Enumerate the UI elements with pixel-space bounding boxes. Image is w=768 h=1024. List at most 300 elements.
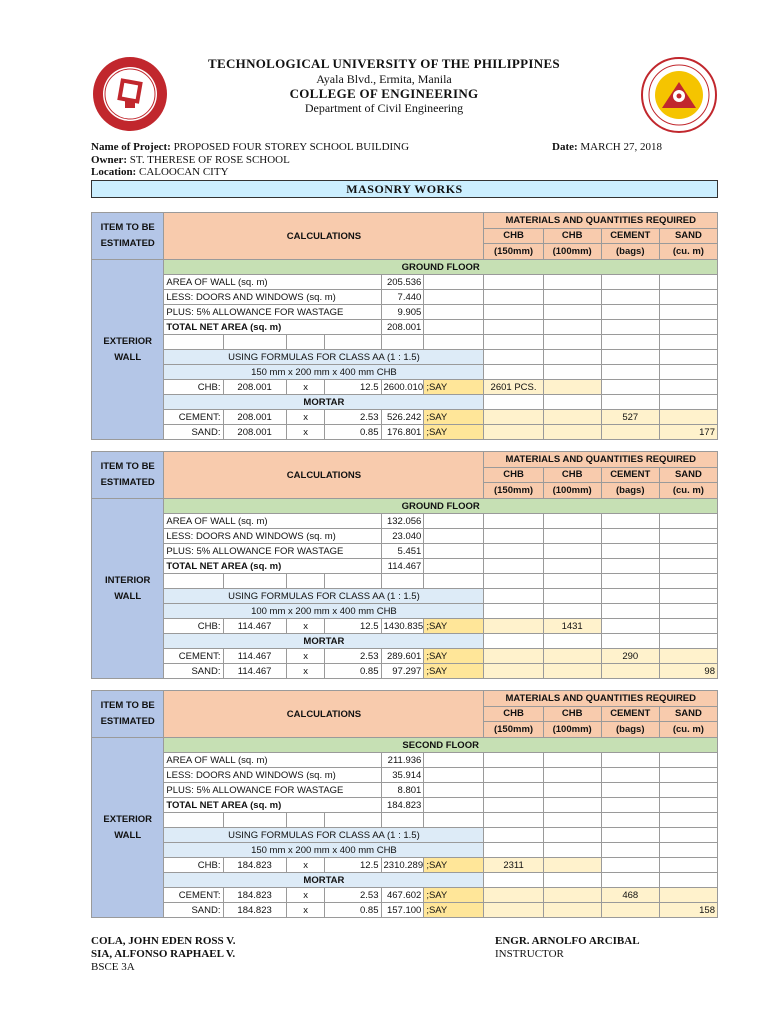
- chb150-unit: (150mm): [484, 244, 543, 260]
- empty-cell: [484, 514, 543, 529]
- empty-cell: [659, 798, 717, 813]
- item-header-line2: ESTIMATED: [100, 477, 155, 488]
- location-row: [91, 166, 229, 179]
- row-value: 23.040: [381, 529, 424, 544]
- empty-cell: [543, 290, 601, 305]
- university-address: Ayala Blvd., Ermita, Manila: [316, 72, 452, 86]
- chb150-qty: 2601 PCS.: [484, 380, 543, 395]
- empty-cell: [424, 574, 484, 589]
- cement-header: CEMENT: [601, 228, 659, 244]
- row-label: LESS: DOORS AND WINDOWS (sq. m): [164, 768, 381, 783]
- times-sign: x: [286, 380, 325, 395]
- row-label: AREA OF WALL (sq. m): [164, 514, 381, 529]
- empty-cell: [484, 335, 543, 350]
- empty-cell: [543, 768, 601, 783]
- empty-cell: [601, 529, 659, 544]
- empty-cell: [424, 514, 484, 529]
- instructor-name: ENGR. ARNOLFO ARCIBAL: [495, 935, 640, 947]
- item-header-line2: ESTIMATED: [100, 238, 155, 249]
- say-label: ;SAY: [424, 619, 484, 634]
- item-header: [92, 452, 164, 499]
- empty-cell: [601, 903, 659, 918]
- date-row: [552, 141, 662, 154]
- empty-cell: [286, 574, 325, 589]
- chb100-header: CHB: [543, 467, 601, 483]
- chb100-qty: [543, 380, 601, 395]
- item-header: [92, 691, 164, 738]
- row-value: 132.056: [381, 514, 424, 529]
- empty-cell: [484, 634, 543, 649]
- project-name-label: Name of Project:: [91, 141, 171, 153]
- empty-cell: [484, 589, 543, 604]
- sand-unit: (cu. m): [659, 244, 717, 260]
- empty-cell: [659, 888, 717, 903]
- floor-label: SECOND FLOOR: [164, 738, 718, 753]
- times-sign: x: [286, 888, 325, 903]
- student-1: COLA, JOHN EDEN ROSS V.: [91, 935, 236, 947]
- table-row: [92, 783, 718, 798]
- empty-cell: [543, 529, 601, 544]
- empty-cell: [543, 783, 601, 798]
- sand-header: SAND: [659, 706, 717, 722]
- table-row: [92, 858, 718, 873]
- sand-factor: 0.85: [325, 425, 381, 440]
- project-name-row: [91, 141, 409, 154]
- empty-cell: [543, 395, 601, 410]
- block-row: [92, 365, 718, 380]
- empty-cell: [543, 903, 601, 918]
- item-header: [92, 213, 164, 260]
- college-name: COLLEGE OF ENGINEERING: [289, 86, 479, 101]
- empty-cell: [484, 410, 543, 425]
- calculations-header: CALCULATIONS: [164, 213, 484, 260]
- times-sign: x: [286, 425, 325, 440]
- empty-cell: [543, 888, 601, 903]
- checked-by: [495, 935, 640, 961]
- chb-factor: 12.5: [325, 380, 381, 395]
- empty-cell: [659, 828, 717, 843]
- say-label: ;SAY: [424, 858, 484, 873]
- empty-cell: [543, 664, 601, 679]
- owner-label: Owner:: [91, 154, 128, 166]
- row-value: 5.451: [381, 544, 424, 559]
- empty-cell: [325, 813, 381, 828]
- prepared-by: [91, 935, 235, 974]
- sand-factor: 0.85: [325, 664, 381, 679]
- mortar-row: [92, 395, 718, 410]
- sand-result: 157.100: [381, 903, 424, 918]
- block-size: 100 mm x 200 mm x 400 mm CHB: [164, 604, 484, 619]
- empty-cell: [601, 768, 659, 783]
- empty-cell: [223, 574, 286, 589]
- times-sign: x: [286, 649, 325, 664]
- sand-unit: (cu. m): [659, 722, 717, 738]
- cement-qty: 468: [601, 888, 659, 903]
- chb-label: CHB:: [164, 380, 223, 395]
- table-row: [92, 425, 718, 440]
- empty-cell: [601, 753, 659, 768]
- times-sign: x: [286, 619, 325, 634]
- sand-header: SAND: [659, 467, 717, 483]
- empty-cell: [543, 335, 601, 350]
- empty-cell: [659, 544, 717, 559]
- empty-cell: [543, 425, 601, 440]
- table-row: [92, 544, 718, 559]
- empty-cell: [601, 858, 659, 873]
- row-label: TOTAL NET AREA (sq. m): [164, 798, 381, 813]
- cement-label: CEMENT:: [164, 888, 223, 903]
- table-header-row: [92, 452, 718, 468]
- times-sign: x: [286, 858, 325, 873]
- empty-cell: [484, 275, 543, 290]
- calculations-header: CALCULATIONS: [164, 452, 484, 499]
- table-row: [92, 888, 718, 903]
- empty-cell: [381, 335, 424, 350]
- empty-cell: [659, 559, 717, 574]
- empty-cell: [659, 753, 717, 768]
- table-row: [92, 529, 718, 544]
- chb-factor: 12.5: [325, 619, 381, 634]
- empty-cell: [424, 768, 484, 783]
- sand-qty: 158: [659, 903, 717, 918]
- sand-result: 97.297: [381, 664, 424, 679]
- item-label-line2: WALL: [114, 829, 142, 841]
- empty-cell: [543, 828, 601, 843]
- estimate-table: [91, 690, 718, 918]
- cement-result: 289.601: [381, 649, 424, 664]
- empty-cell: [659, 395, 717, 410]
- row-label: PLUS: 5% ALLOWANCE FOR WASTAGE: [164, 305, 381, 320]
- formula-row: [92, 589, 718, 604]
- empty-cell: [601, 425, 659, 440]
- empty-cell: [484, 544, 543, 559]
- row-value: 9.905: [381, 305, 424, 320]
- chb100-header: CHB: [543, 228, 601, 244]
- sand-header: SAND: [659, 228, 717, 244]
- empty-cell: [424, 305, 484, 320]
- empty-cell: [659, 604, 717, 619]
- sand-area: 208.001: [223, 425, 286, 440]
- say-label: ;SAY: [424, 380, 484, 395]
- mortar-label: MORTAR: [164, 873, 484, 888]
- empty-cell: [424, 529, 484, 544]
- chb100-unit: (100mm): [543, 244, 601, 260]
- cement-header: CEMENT: [601, 467, 659, 483]
- empty-cell: [543, 559, 601, 574]
- empty-cell: [484, 365, 543, 380]
- materials-header: MATERIALS AND QUANTITIES REQUIRED: [484, 213, 718, 229]
- empty-cell: [424, 798, 484, 813]
- row-value: 114.467: [381, 559, 424, 574]
- table-header-row: [92, 691, 718, 707]
- empty-cell: [543, 843, 601, 858]
- chb-label: CHB:: [164, 619, 223, 634]
- empty-cell: [659, 305, 717, 320]
- chb100-unit: (100mm): [543, 722, 601, 738]
- empty-cell: [601, 335, 659, 350]
- empty-cell: [543, 753, 601, 768]
- empty-cell: [659, 634, 717, 649]
- empty-cell: [543, 275, 601, 290]
- table-row: [92, 798, 718, 813]
- empty-cell: [543, 365, 601, 380]
- empty-cell: [484, 320, 543, 335]
- formula-row: [92, 350, 718, 365]
- empty-cell: [484, 828, 543, 843]
- table-row: [92, 619, 718, 634]
- empty-cell: [659, 365, 717, 380]
- item-header-line1: ITEM TO BE: [100, 461, 155, 472]
- empty-cell: [543, 813, 601, 828]
- sand-area: 184.823: [223, 903, 286, 918]
- table-row: [92, 380, 718, 395]
- row-label: LESS: DOORS AND WINDOWS (sq. m): [164, 529, 381, 544]
- sheet-title: MASONRY WORKS: [91, 180, 718, 198]
- chb-area: 184.823: [223, 858, 286, 873]
- cement-area: 184.823: [223, 888, 286, 903]
- empty-cell: [424, 813, 484, 828]
- mortar-row: [92, 634, 718, 649]
- empty-cell: [543, 873, 601, 888]
- empty-cell: [601, 798, 659, 813]
- empty-cell: [543, 649, 601, 664]
- date-value: MARCH 27, 2018: [580, 141, 662, 153]
- empty-cell: [659, 290, 717, 305]
- empty-cell: [424, 275, 484, 290]
- sand-label: SAND:: [164, 664, 223, 679]
- owner-value: ST. THERESE OF ROSE SCHOOL: [129, 154, 290, 166]
- empty-cell: [601, 634, 659, 649]
- floor-label: GROUND FLOOR: [164, 499, 718, 514]
- empty-cell: [543, 514, 601, 529]
- sand-unit: (cu. m): [659, 483, 717, 499]
- empty-cell: [543, 574, 601, 589]
- table-row: [92, 514, 718, 529]
- times-sign: x: [286, 664, 325, 679]
- block-row: [92, 843, 718, 858]
- empty-cell: [601, 813, 659, 828]
- empty-cell: [601, 514, 659, 529]
- row-value: 7.440: [381, 290, 424, 305]
- table-row: [92, 649, 718, 664]
- cement-qty: 290: [601, 649, 659, 664]
- empty-cell: [601, 544, 659, 559]
- spacer-row: [92, 335, 718, 350]
- cement-unit: (bags): [601, 244, 659, 260]
- item-header-line1: ITEM TO BE: [100, 222, 155, 233]
- row-value: 184.823: [381, 798, 424, 813]
- empty-cell: [543, 544, 601, 559]
- empty-cell: [601, 305, 659, 320]
- floor-row: [92, 738, 718, 753]
- empty-cell: [424, 544, 484, 559]
- empty-cell: [659, 649, 717, 664]
- spacer-row: [92, 574, 718, 589]
- cement-area: 208.001: [223, 410, 286, 425]
- times-sign: x: [286, 903, 325, 918]
- date-label: Date:: [552, 141, 578, 153]
- instructor-role: INSTRUCTOR: [495, 948, 564, 960]
- chb150-header: CHB: [484, 228, 543, 244]
- location-label: Location:: [91, 166, 137, 178]
- chb-area: 114.467: [223, 619, 286, 634]
- block-size: 150 mm x 200 mm x 400 mm CHB: [164, 843, 484, 858]
- item-label: [92, 260, 164, 440]
- empty-cell: [484, 604, 543, 619]
- empty-cell: [484, 559, 543, 574]
- empty-cell: [659, 380, 717, 395]
- chb150-header: CHB: [484, 706, 543, 722]
- empty-cell: [164, 335, 223, 350]
- formula-label: USING FORMULAS FOR CLASS AA (1 : 1.5): [164, 589, 484, 604]
- empty-cell: [223, 813, 286, 828]
- row-value: 205.536: [381, 275, 424, 290]
- empty-cell: [601, 783, 659, 798]
- cement-result: 526.242: [381, 410, 424, 425]
- empty-cell: [601, 574, 659, 589]
- table-row: [92, 768, 718, 783]
- empty-cell: [659, 768, 717, 783]
- row-value: 35.914: [381, 768, 424, 783]
- empty-cell: [484, 903, 543, 918]
- empty-cell: [484, 425, 543, 440]
- empty-cell: [484, 290, 543, 305]
- cement-factor: 2.53: [325, 410, 381, 425]
- estimate-table: [91, 212, 718, 440]
- location-value: CALOOCAN CITY: [138, 166, 229, 178]
- row-value: 211.936: [381, 753, 424, 768]
- materials-header: MATERIALS AND QUANTITIES REQUIRED: [484, 691, 718, 707]
- sand-label: SAND:: [164, 903, 223, 918]
- empty-cell: [601, 395, 659, 410]
- chb-area: 208.001: [223, 380, 286, 395]
- sand-area: 114.467: [223, 664, 286, 679]
- chb-result: 2600.010: [381, 380, 424, 395]
- sand-label: SAND:: [164, 425, 223, 440]
- cement-header: CEMENT: [601, 706, 659, 722]
- table-row: [92, 903, 718, 918]
- row-label: PLUS: 5% ALLOWANCE FOR WASTAGE: [164, 544, 381, 559]
- table-header-row: [92, 213, 718, 229]
- spacer-row: [92, 813, 718, 828]
- formula-row: [92, 828, 718, 843]
- empty-cell: [601, 619, 659, 634]
- chb100-header: CHB: [543, 706, 601, 722]
- empty-cell: [325, 574, 381, 589]
- mortar-row: [92, 873, 718, 888]
- empty-cell: [484, 873, 543, 888]
- empty-cell: [424, 783, 484, 798]
- chb-result: 2310.289: [381, 858, 424, 873]
- empty-cell: [484, 798, 543, 813]
- item-header-line1: ITEM TO BE: [100, 700, 155, 711]
- empty-cell: [601, 843, 659, 858]
- cement-unit: (bags): [601, 483, 659, 499]
- row-label: TOTAL NET AREA (sq. m): [164, 559, 381, 574]
- empty-cell: [381, 813, 424, 828]
- say-label: ;SAY: [424, 425, 484, 440]
- empty-cell: [601, 380, 659, 395]
- cement-unit: (bags): [601, 722, 659, 738]
- empty-cell: [659, 574, 717, 589]
- empty-cell: [601, 290, 659, 305]
- empty-cell: [164, 813, 223, 828]
- cement-label: CEMENT:: [164, 649, 223, 664]
- empty-cell: [659, 529, 717, 544]
- sand-qty: 98: [659, 664, 717, 679]
- empty-cell: [543, 305, 601, 320]
- row-label: PLUS: 5% ALLOWANCE FOR WASTAGE: [164, 783, 381, 798]
- row-label: AREA OF WALL (sq. m): [164, 275, 381, 290]
- empty-cell: [601, 664, 659, 679]
- table-row: [92, 290, 718, 305]
- chb100-qty: [543, 858, 601, 873]
- empty-cell: [543, 798, 601, 813]
- table-row: [92, 559, 718, 574]
- empty-cell: [659, 843, 717, 858]
- empty-cell: [659, 783, 717, 798]
- empty-cell: [659, 589, 717, 604]
- empty-cell: [659, 410, 717, 425]
- empty-cell: [543, 634, 601, 649]
- empty-cell: [601, 589, 659, 604]
- empty-cell: [484, 768, 543, 783]
- empty-cell: [659, 350, 717, 365]
- floor-label: GROUND FLOOR: [164, 260, 718, 275]
- empty-cell: [543, 604, 601, 619]
- item-header-line2: ESTIMATED: [100, 716, 155, 727]
- table-row: [92, 664, 718, 679]
- empty-cell: [325, 335, 381, 350]
- empty-cell: [659, 858, 717, 873]
- empty-cell: [601, 320, 659, 335]
- empty-cell: [543, 410, 601, 425]
- table-row: [92, 320, 718, 335]
- empty-cell: [484, 529, 543, 544]
- empty-cell: [286, 813, 325, 828]
- chb-factor: 12.5: [325, 858, 381, 873]
- empty-cell: [484, 305, 543, 320]
- student-2: SIA, ALFONSO RAPHAEL V.: [91, 948, 236, 960]
- item-label: [92, 499, 164, 679]
- empty-cell: [484, 395, 543, 410]
- row-label: LESS: DOORS AND WINDOWS (sq. m): [164, 290, 381, 305]
- empty-cell: [424, 290, 484, 305]
- empty-cell: [484, 843, 543, 858]
- block-size: 150 mm x 200 mm x 400 mm CHB: [164, 365, 484, 380]
- empty-cell: [484, 574, 543, 589]
- table-row: [92, 753, 718, 768]
- empty-cell: [601, 559, 659, 574]
- table-row: [92, 275, 718, 290]
- chb150-qty: [484, 619, 543, 634]
- project-name: PROPOSED FOUR STOREY SCHOOL BUILDING: [173, 141, 410, 153]
- chb150-qty: 2311: [484, 858, 543, 873]
- item-label-line1: EXTERIOR: [103, 335, 152, 347]
- empty-cell: [601, 828, 659, 843]
- empty-cell: [659, 335, 717, 350]
- empty-cell: [424, 320, 484, 335]
- formula-label: USING FORMULAS FOR CLASS AA (1 : 1.5): [164, 828, 484, 843]
- empty-cell: [601, 275, 659, 290]
- block-row: [92, 604, 718, 619]
- empty-cell: [659, 873, 717, 888]
- item-label-line2: WALL: [114, 351, 142, 363]
- empty-cell: [484, 783, 543, 798]
- student-section: BSCE 3A: [91, 961, 135, 973]
- empty-cell: [543, 320, 601, 335]
- empty-cell: [164, 574, 223, 589]
